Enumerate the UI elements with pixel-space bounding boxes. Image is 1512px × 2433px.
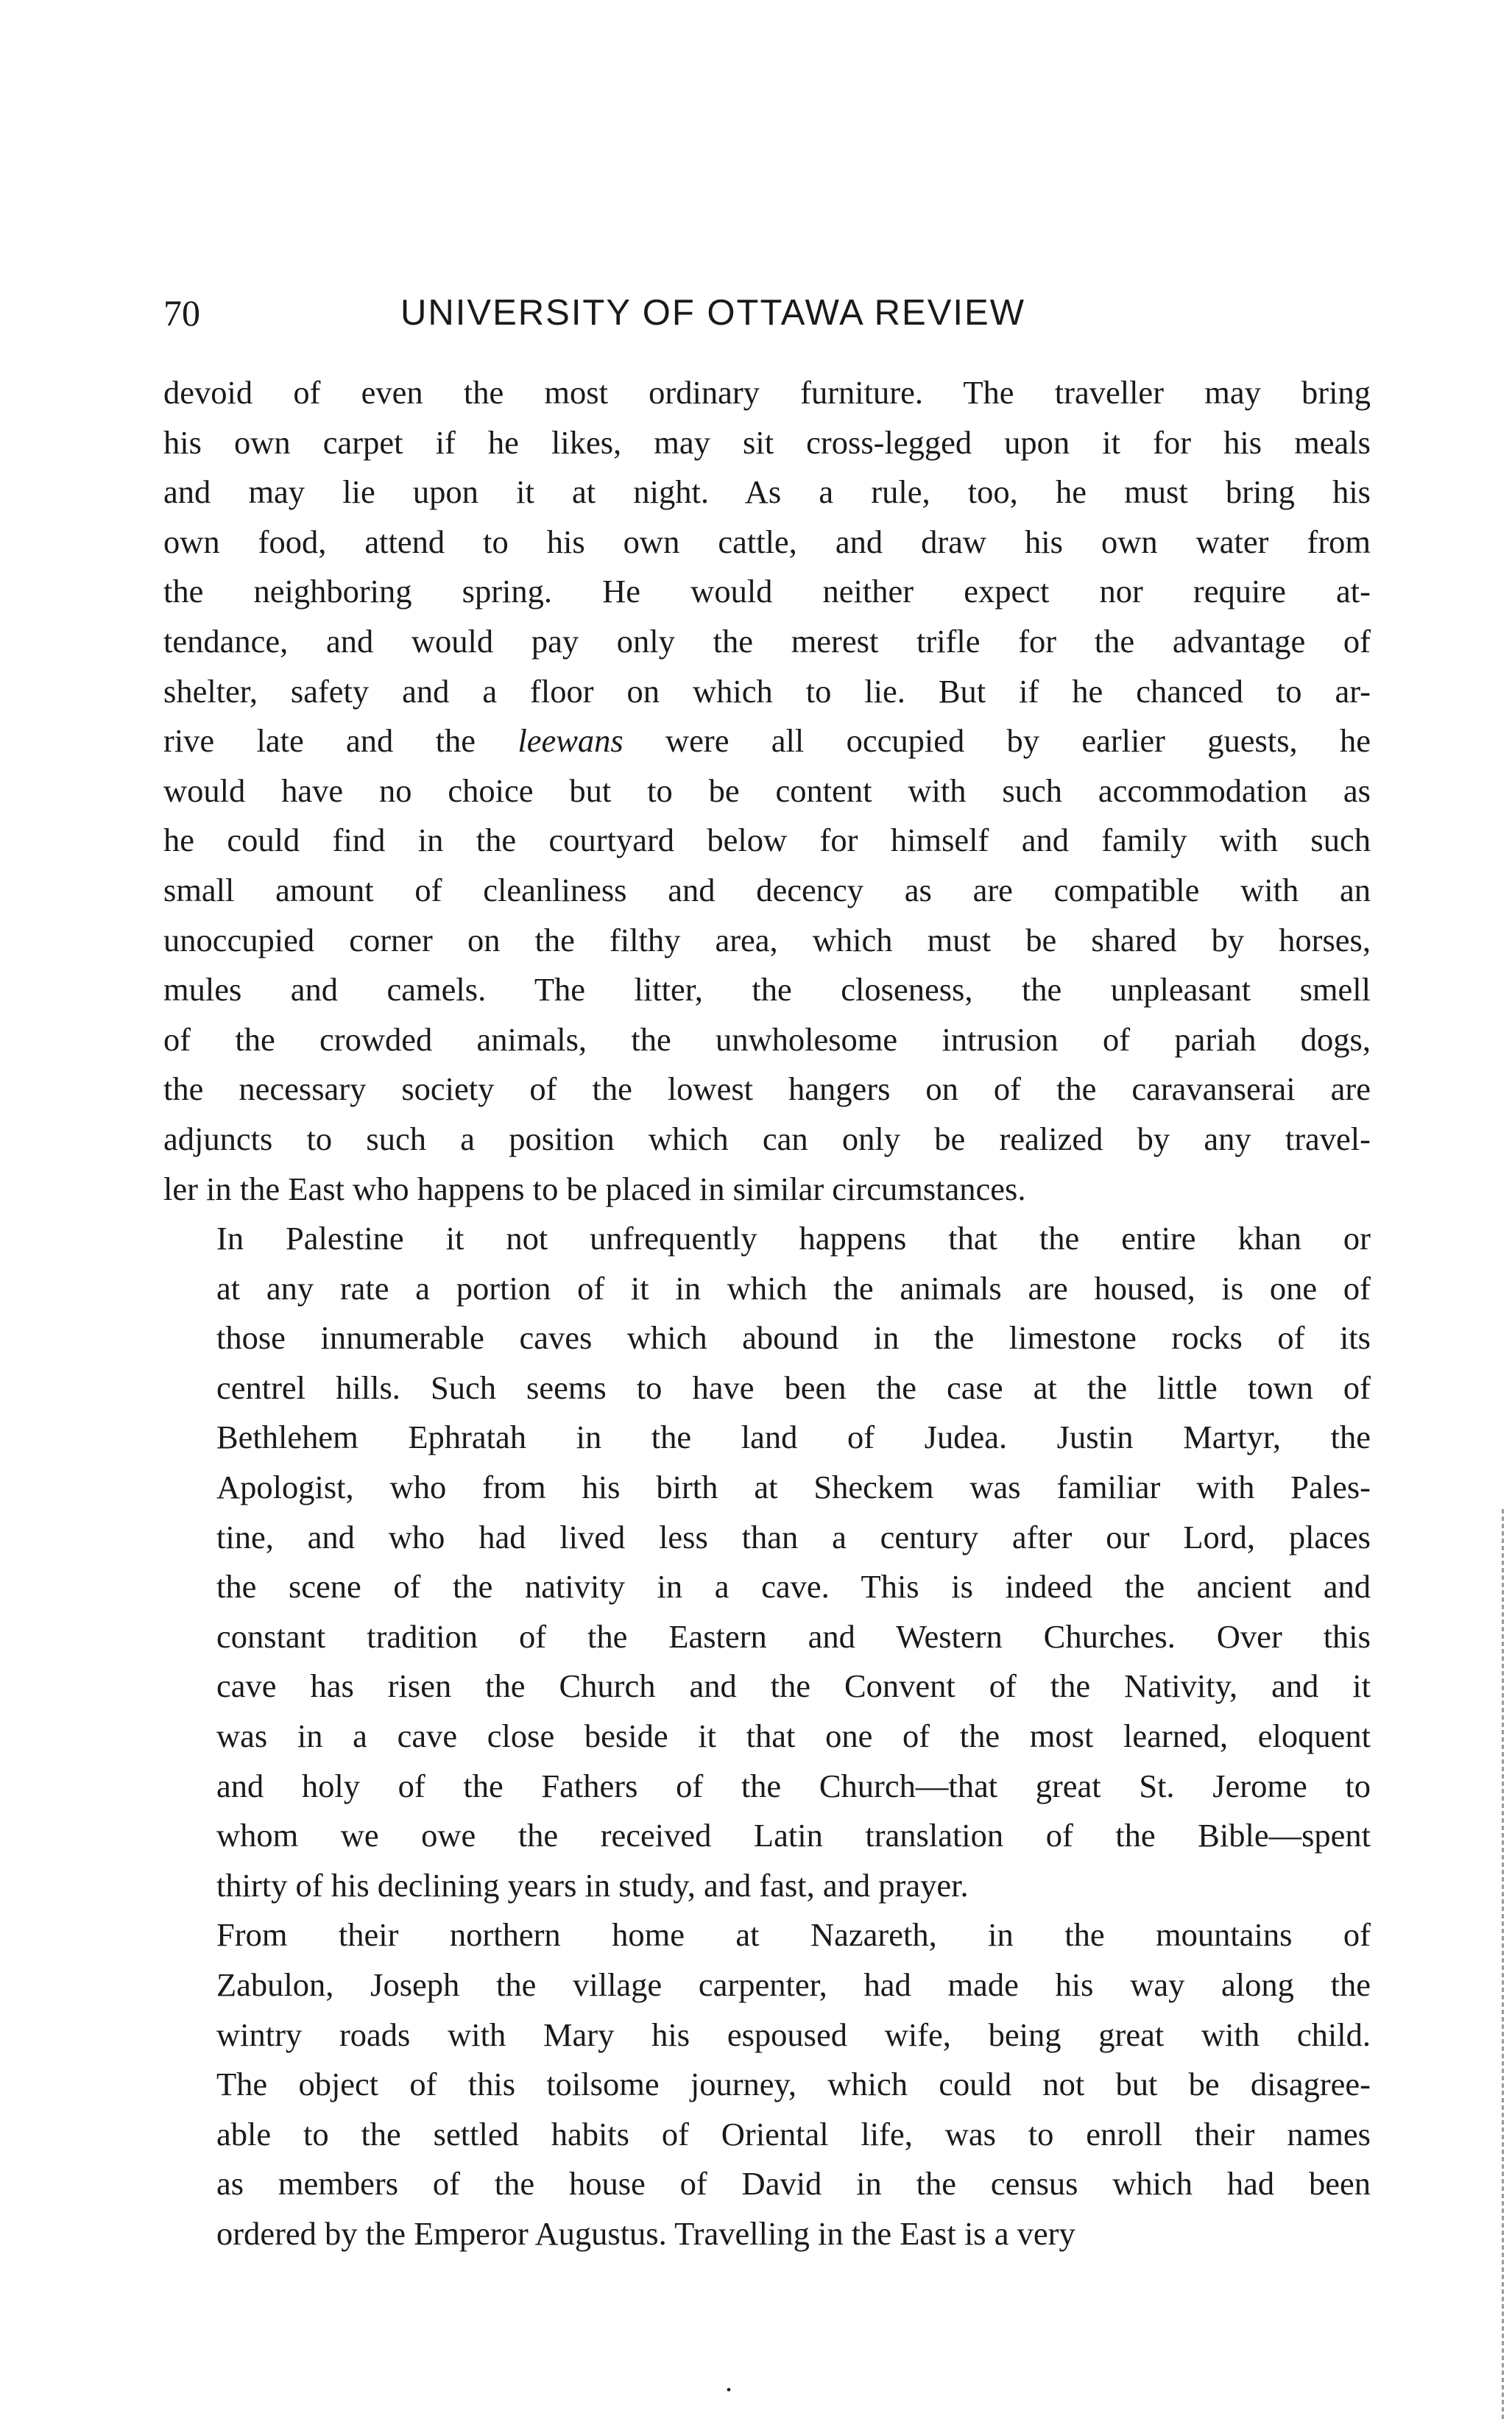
text-line: he could find in the courtyard below for himself and family with such (163, 822, 1371, 859)
text-line: Zabulon, Joseph the village carpenter, had made his way along the (216, 1966, 1371, 2003)
page-number: 70 (163, 292, 200, 333)
text-line: would have no choice but to be content with such accommodation as (163, 771, 1371, 809)
text-line: his own carpet if he likes, may sit cross-legged upon it for his meals (163, 423, 1371, 461)
text-line: cave has risen the Church and the Convent of the Nativity, and it (216, 1667, 1371, 1705)
footer-mark: . (725, 2365, 732, 2398)
text-line: The object of this toilsome journey, which could not but be disagree- (216, 2066, 1371, 2103)
text-line: the scene of the nativity in a cave. This is indeed the ancient and (216, 1568, 1371, 1606)
text-line: able to the settled habits of Oriental life, was to enroll their names (216, 2115, 1371, 2153)
text-line: tine, and who had lived less than a century after our Lord, places (216, 1518, 1371, 1556)
text-line: shelter, safety and a floor on which to lie. But if he chanced to ar- (163, 672, 1371, 710)
text-line: the necessary society of the lowest hangers on of the caravanserai are (163, 1070, 1371, 1108)
page (163, 287, 1371, 2259)
text-line: unoccupied corner on the filthy area, which must be shared by horses, (163, 921, 1371, 958)
text-line: centrel hills. Such seems to have been the case at the little town of (216, 1369, 1371, 1406)
text-line: those innumerable caves which abound in the limestone rocks of its (216, 1319, 1371, 1357)
text-line: Apologist, who from his birth at Sheckem was familiar with Pales- (216, 1469, 1371, 1506)
text-line: Bethlehem Ephratah in the land of Judea. Justin Martyr, the (216, 1419, 1371, 1456)
text-line: In Palestine it not unfrequently happens that the entire khan or (216, 1220, 1371, 1257)
text-line: devoid of even the most ordinary furniture. The traveller may bring (163, 374, 1371, 411)
text-line: as members of the house of David in the census which had been (216, 2165, 1371, 2203)
article-body (163, 368, 1371, 2259)
paragraph (163, 368, 1371, 1214)
text-line: tendance, and would pay only the merest trifle for the advantage of (163, 622, 1371, 660)
text-line: constant tradition of the Eastern and Western Churches. Over this (216, 1617, 1371, 1655)
text-line: ler in the East who happens to be placed in similar circumstances. (163, 1170, 1026, 1207)
text-line: at any rate a portion of it in which the animals are housed, is one of (216, 1269, 1371, 1307)
text-line: and holy of the Fathers of the Church—that great St. Jerome to (216, 1767, 1371, 1804)
journal-title: UNIVERSITY OF OTTAWA REVIEW (400, 293, 1025, 333)
running-head (163, 287, 1371, 339)
text-line: and may lie upon it at night. As a rule, too, he must bring his (163, 473, 1371, 511)
text-line: own food, attend to his own cattle, and draw his own water from (163, 523, 1371, 560)
text-line: whom we owe the received Latin translation of the Bible—spent (216, 1817, 1371, 1854)
text-line: From their northern home at Nazareth, in the mountains of (216, 1916, 1371, 1954)
paragraph (163, 1910, 1371, 2259)
text-line: small amount of cleanliness and decency as are compatible with an (163, 871, 1371, 908)
text-line: was in a cave close beside it that one of the most learned, eloquent (216, 1717, 1371, 1755)
text-line: wintry roads with Mary his espoused wife, being great with child. (216, 2016, 1371, 2053)
text-line: the neighboring spring. He would neither expect nor require at- (163, 573, 1371, 610)
text-line: mules and camels. The litter, the closeness, the unpleasant smell (163, 971, 1371, 1009)
text-line: adjuncts to such a position which can only be realized by any travel- (163, 1120, 1371, 1157)
margin-rule (1502, 1509, 1504, 2422)
text-line: of the crowded animals, the unwholesome intrusion of pariah dogs, (163, 1020, 1371, 1058)
text-line: thirty of his declining years in study, and fast, and prayer. (216, 1866, 969, 1904)
text-line: ordered by the Emperor Augustus. Travelling in the East is a very (216, 2214, 1075, 2252)
paragraph (163, 1214, 1371, 1910)
text-line: rive late and the leewans were all occupied by earlier guests, he (163, 722, 1371, 760)
